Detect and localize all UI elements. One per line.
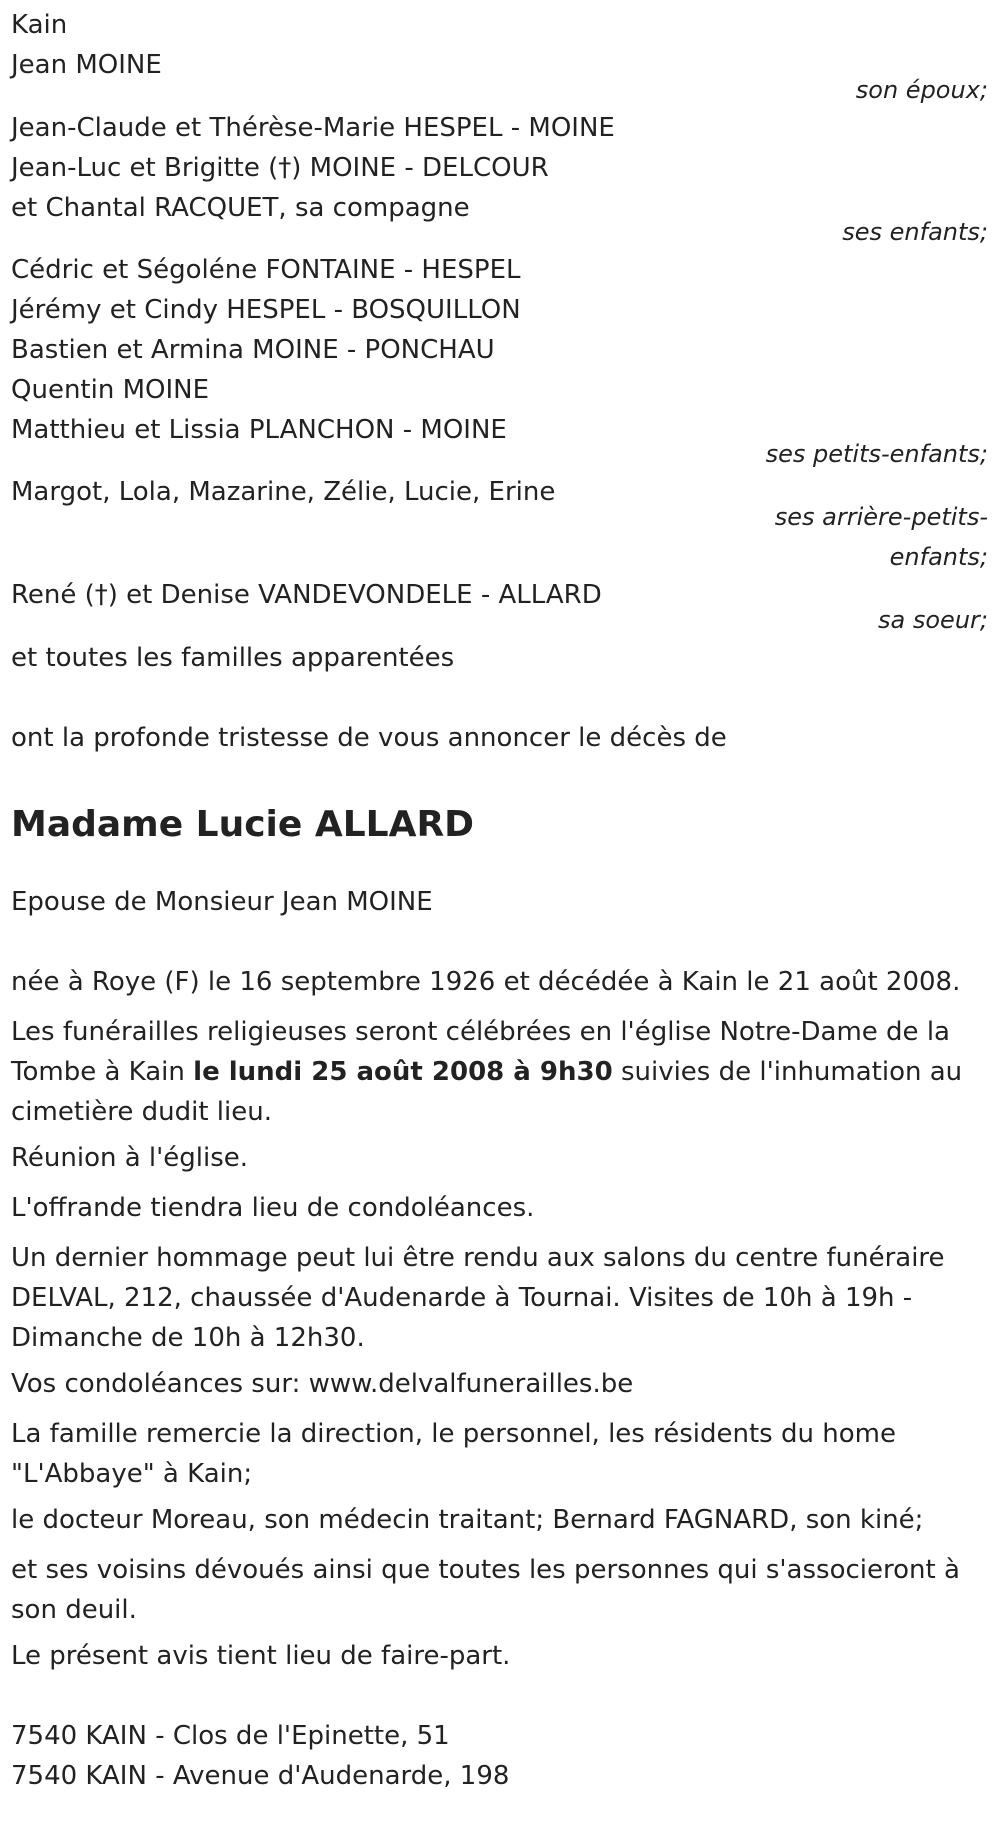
husband-name: Jean MOINE [11, 50, 162, 80]
grandchildren-line-5: Matthieu et Lissia PLANCHON - MOINE [11, 415, 507, 445]
reunion-line: Réunion à l'église. [11, 1143, 249, 1173]
notice-line: Le présent avis tient lieu de faire-part. [11, 1641, 511, 1671]
great-grandchildren-line: Margot, Lola, Mazarine, Zélie, Lucie, Erine [11, 477, 556, 507]
sister-line: René (†) et Denise VANDEVONDELE - ALLARD [11, 580, 602, 610]
grandchildren-line-3: Bastien et Armina MOINE - PONCHAU [11, 335, 495, 365]
condolences-line: Vos condoléances sur: www.delvalfunerailles.be [11, 1369, 634, 1399]
address-line-2: 7540 KAIN - Avenue d'Audenarde, 198 [11, 1761, 510, 1791]
funeral-text-before: Les funérailles religieuses seront célébrées en l'église Notre-Dame de la Tombe à Kain [11, 1017, 950, 1087]
tribute-paragraph: Un dernier hommage peut lui être rendu aux salons du centre funéraire DELVAL, 212, chaussée d'Audenarde à Tournai. Visites de 10h à 19h - Dimanche de 10h à 12h30. [11, 1243, 945, 1353]
address-line-1: 7540 KAIN - Clos de l'Epinette, 51 [11, 1721, 450, 1751]
grandchildren-line-1: Cédric et Ségoléne FONTAINE - HESPEL [11, 255, 521, 285]
grandchildren-role: ses petits-enfants; [765, 440, 988, 468]
great-grandchildren-role-2: enfants; [889, 543, 988, 571]
families-line: et toutes les familles apparentées [11, 643, 455, 673]
thanks-paragraph-2: le docteur Moreau, son médecin traitant; Bernard FAGNARD, son kiné; [11, 1505, 924, 1535]
announcement-line: ont la profonde tristesse de vous annoncer le décès de [11, 723, 727, 753]
great-grandchildren-role-1: ses arrière-petits- [774, 503, 988, 531]
birth-death-line: née à Roye (F) le 16 septembre 1926 et décédée à Kain le 21 août 2008. [11, 967, 961, 997]
children-line-1: Jean-Claude et Thérèse-Marie HESPEL - MOINE [11, 113, 615, 143]
thanks-paragraph-3: et ses voisins dévoués ainsi que toutes les personnes qui s'associeront à son deuil. [11, 1555, 960, 1625]
grandchildren-line-4: Quentin MOINE [11, 375, 210, 405]
children-role: ses enfants; [842, 218, 988, 246]
children-line-2: Jean-Luc et Brigitte (†) MOINE - DELCOUR [11, 153, 549, 183]
grandchildren-line-2: Jérémy et Cindy HESPEL - BOSQUILLON [11, 295, 521, 325]
offering-line: L'offrande tiendra lieu de condoléances. [11, 1193, 535, 1223]
thanks-paragraph-1: La famille remercie la direction, le personnel, les résidents du home "L'Abbaye" à Kain; [11, 1419, 896, 1489]
spouse-note: Epouse de Monsieur Jean MOINE [11, 887, 433, 917]
place-name: Kain [11, 10, 68, 40]
husband-role: son époux; [855, 76, 988, 104]
deceased-name: Madame Lucie ALLARD [11, 804, 475, 845]
funeral-date: le lundi 25 août 2008 à 9h30 [193, 1057, 613, 1087]
funeral-paragraph [11, 1012, 986, 1132]
sister-role: sa soeur; [878, 606, 988, 634]
children-line-3: et Chantal RACQUET, sa compagne [11, 193, 470, 223]
funeral-text-after: suivies de l'inhumation au cimetière dudit lieu. [11, 1057, 963, 1127]
